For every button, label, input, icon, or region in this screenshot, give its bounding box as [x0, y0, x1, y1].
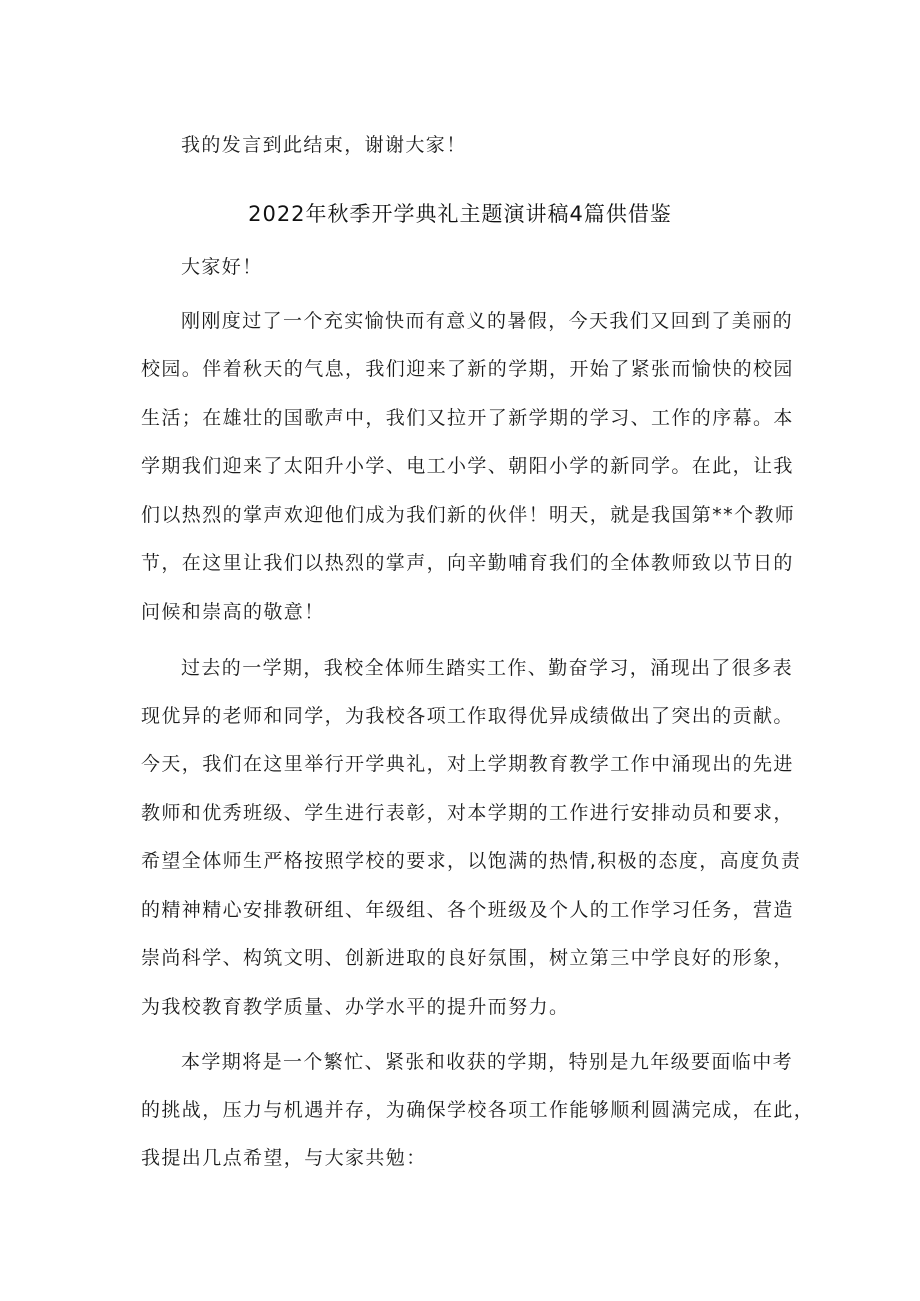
paragraph-line: 我提出几点希望，与大家共勉： [141, 1147, 427, 1169]
paragraph-line: 问候和崇高的敬意！ [141, 601, 325, 623]
paragraph-line: 刚刚度过了一个充实愉快而有意义的暑假，今天我们又回到了美丽的 [181, 310, 794, 332]
paragraph-line: 教师和优秀班级、学生进行表彰，对本学期的工作进行安排动员和要求， [141, 802, 794, 824]
paragraph-line: 今天，我们在这里举行开学典礼，对上学期教育教学工作中涌现出的先进 [141, 753, 794, 775]
paragraph-line: 崇尚科学、构筑文明、创新进取的良好氛围，树立第三中学良好的形象， [141, 947, 794, 969]
paragraph-line: 现优异的老师和同学，为我校各项工作取得优异成绩做出了突出的贡献。 [141, 705, 794, 727]
closing-line: 我的发言到此结束，谢谢大家！ [181, 134, 467, 156]
paragraph-line: 本学期将是一个繁忙、紧张和收获的学期，特别是九年级要面临中考 [181, 1051, 794, 1073]
paragraph-line: 希望全体师生严格按照学校的要求，以饱满的热情,积极的态度，高度负责 [141, 850, 802, 872]
paragraph-line: 生活；在雄壮的国歌声中，我们又拉开了新学期的学习、工作的序幕。本 [141, 407, 794, 429]
page-title: 2022年秋季开学典礼主题演讲稿4篇供借鉴 [248, 202, 672, 226]
paragraph-line: 的精神精心安排教研组、年级组、各个班级及个人的工作学习任务，营造 [141, 899, 794, 921]
paragraph-line: 过去的一学期，我校全体师生踏实工作、勤奋学习，涌现出了很多表 [181, 657, 794, 679]
paragraph-line: 们以热烈的掌声欢迎他们成为我们新的伙伴！明天，就是我国第**个教师 [141, 504, 796, 526]
paragraph-line: 校园。伴着秋天的气息，我们迎来了新的学期，开始了紧张而愉快的校园 [141, 358, 794, 380]
paragraph-line: 学期我们迎来了太阳升小学、电工小学、朝阳小学的新同学。在此，让我 [141, 455, 794, 477]
paragraph-line: 节，在这里让我们以热烈的掌声，向辛勤哺育我们的全体教师致以节日的 [141, 552, 794, 574]
greeting: 大家好！ [181, 256, 263, 278]
paragraph-line: 的挑战，压力与机遇并存，为确保学校各项工作能够顺利圆满完成，在此， [141, 1099, 815, 1121]
paragraph-line: 为我校教育教学质量、办学水平的提升而努力。 [141, 996, 570, 1018]
